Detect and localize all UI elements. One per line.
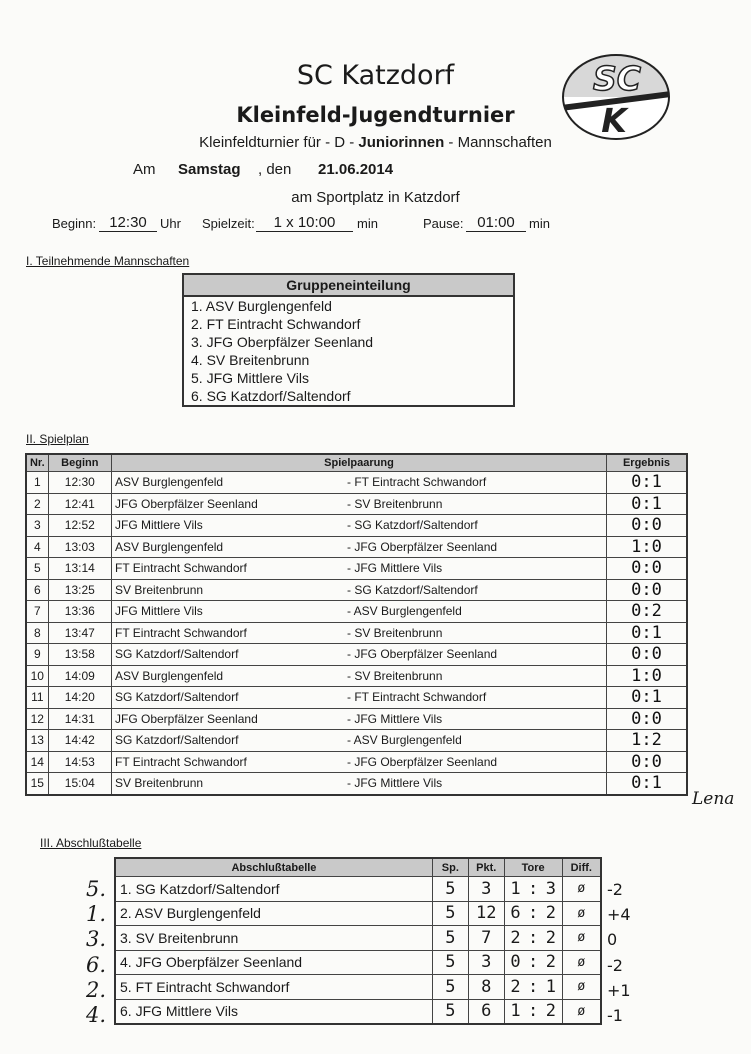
match-nr: 11	[26, 687, 48, 709]
match-nr: 1	[26, 472, 48, 494]
col-beginn: Beginn	[48, 454, 111, 472]
away-team: - SV Breitenbrunn	[347, 668, 443, 683]
svg-text:SC: SC	[593, 59, 641, 98]
table-row	[26, 558, 687, 580]
match-time: 13:25	[48, 579, 111, 601]
match-pairing	[112, 687, 607, 709]
goals-against: 1	[540, 975, 562, 1000]
goals-colon: :	[526, 926, 540, 951]
match-time: 12:41	[48, 493, 111, 515]
standing-diff-cell: ø	[562, 999, 601, 1024]
group-header: Gruppeneinteilung	[183, 274, 514, 296]
away-team: - FT Eintracht Schwandorf	[347, 690, 487, 705]
section-teams-title: I. Teilnehmende Mannschaften	[26, 254, 190, 268]
standing-pkt: 12	[468, 901, 504, 926]
table-row	[26, 601, 687, 623]
away-team: - JFG Oberpfälzer Seenland	[347, 539, 498, 554]
goals-against: 2	[540, 926, 562, 951]
match-nr: 10	[26, 665, 48, 687]
match-result: 0:1	[606, 493, 687, 515]
goals-colon: :	[526, 975, 540, 1000]
goal-difference: +4	[607, 905, 631, 925]
match-result: 1:0	[606, 536, 687, 558]
standing-team: 6. JFG Mittlere Vils	[115, 999, 432, 1024]
table-row	[115, 901, 601, 926]
goals-for: 0	[504, 950, 526, 975]
goals-against: 2	[540, 999, 562, 1024]
table-row	[26, 665, 687, 687]
match-nr: 5	[26, 558, 48, 580]
club-title: SC Katzdorf	[296, 60, 455, 91]
match-result: 0:0	[606, 708, 687, 730]
goals-for: 6	[504, 901, 526, 926]
standing-sp: 5	[432, 999, 468, 1024]
match-result: 1:0	[606, 665, 687, 687]
col-ergebnis: Ergebnis	[606, 454, 687, 472]
col-sp: Sp.	[432, 858, 468, 877]
table-row	[26, 579, 687, 601]
home-team: SV Breitenbrunn	[115, 776, 204, 791]
match-result: 0:0	[606, 644, 687, 666]
match-pairing	[112, 579, 607, 601]
goal-difference: +1	[607, 980, 631, 1000]
match-result: 0:0	[606, 515, 687, 537]
table-row	[115, 999, 601, 1024]
away-team: - JFG Oberpfälzer Seenland	[347, 754, 498, 769]
goals-colon: :	[526, 901, 540, 926]
standing-sp: 5	[432, 950, 468, 975]
match-time: 14:53	[48, 751, 111, 773]
standing-diff-cell: ø	[562, 877, 601, 902]
match-pairing	[112, 730, 607, 752]
match-pairing	[112, 665, 607, 687]
match-time: 13:47	[48, 622, 111, 644]
match-pairing	[112, 644, 607, 666]
match-time: 13:58	[48, 644, 111, 666]
home-team: JFG Mittlere Vils	[115, 604, 203, 619]
match-time: 15:04	[48, 773, 111, 795]
goals-for: 1	[504, 877, 526, 902]
home-team: FT Eintracht Schwandorf	[115, 561, 247, 576]
away-team: - ASV Burglengenfeld	[347, 733, 462, 748]
table-row	[26, 708, 687, 730]
table-row	[115, 877, 601, 902]
standing-diff-cell: ø	[562, 926, 601, 951]
match-pairing	[112, 558, 607, 580]
standing-sp: 5	[432, 975, 468, 1000]
table-row	[115, 975, 601, 1000]
home-team: SV Breitenbrunn	[115, 582, 204, 597]
match-nr: 2	[26, 493, 48, 515]
group-table	[182, 273, 515, 407]
match-time: 14:09	[48, 665, 111, 687]
section-standings-title: III. Abschlußtabelle	[40, 836, 142, 850]
standing-pkt: 7	[468, 926, 504, 951]
standing-sp: 5	[432, 877, 468, 902]
away-team: - SG Katzdorf/Saltendorf	[347, 518, 478, 533]
table-row	[26, 687, 687, 709]
goals-colon: :	[526, 999, 540, 1024]
match-nr: 9	[26, 644, 48, 666]
standing-pkt: 6	[468, 999, 504, 1024]
standings-table	[114, 857, 602, 1025]
group-team: 2. FT Eintracht Schwandorf	[191, 316, 361, 332]
standing-sp: 5	[432, 926, 468, 951]
col-name: Abschlußtabelle	[115, 858, 432, 877]
table-row	[26, 536, 687, 558]
goals-colon: :	[526, 877, 540, 902]
group-team: 4. SV Breitenbrunn	[191, 352, 310, 368]
subtitle: Kleinfeldturnier für - D - Juniorinnen - Mannschaften	[199, 134, 552, 151]
home-team: SG Katzdorf/Saltendorf	[115, 733, 239, 748]
match-result: 0:0	[606, 558, 687, 580]
svg-text:K: K	[601, 101, 627, 140]
match-pairing	[112, 515, 607, 537]
match-pairing	[112, 622, 607, 644]
standing-team: 1. SG Katzdorf/Saltendorf	[115, 877, 432, 902]
match-result: 0:1	[606, 472, 687, 494]
table-row	[26, 493, 687, 515]
col-paarung: Spielpaarung	[112, 454, 607, 472]
match-result: 0:2	[606, 601, 687, 623]
away-team: - ASV Burglengenfeld	[347, 604, 462, 619]
match-nr: 3	[26, 515, 48, 537]
home-team: FT Eintracht Schwandorf	[115, 625, 247, 640]
match-nr: 7	[26, 601, 48, 623]
col-pkt: Pkt.	[468, 858, 504, 877]
col-nr: Nr.	[26, 454, 48, 472]
group-team: 3. JFG Oberpfälzer Seenland	[191, 334, 374, 350]
match-time: 12:52	[48, 515, 111, 537]
table-row	[26, 730, 687, 752]
match-nr: 14	[26, 751, 48, 773]
match-result: 0:1	[606, 622, 687, 644]
match-result: 1:2	[606, 730, 687, 752]
group-team: 5. JFG Mittlere Vils	[191, 370, 309, 386]
table-row	[115, 926, 601, 951]
table-row	[115, 950, 601, 975]
final-rank: 2.	[85, 977, 106, 1002]
col-tore: Tore	[504, 858, 562, 877]
section-schedule-title: II. Spielplan	[26, 432, 89, 446]
match-result: 0:0	[606, 579, 687, 601]
group-team: 1. ASV Burglengenfeld	[191, 298, 332, 314]
match-pairing	[112, 493, 607, 515]
home-team: SG Katzdorf/Saltendorf	[115, 690, 239, 705]
match-time: 14:20	[48, 687, 111, 709]
standing-diff-cell: ø	[562, 950, 601, 975]
goals-against: 2	[540, 901, 562, 926]
match-time: 13:36	[48, 601, 111, 623]
match-pairing	[112, 472, 607, 494]
away-team: - FT Eintracht Schwandorf	[347, 475, 487, 490]
group-team: 6. SG Katzdorf/Saltendorf	[191, 388, 351, 404]
match-nr: 6	[26, 579, 48, 601]
final-rank: 4.	[85, 1003, 106, 1027]
place-line: am Sportplatz in Katzdorf	[291, 189, 460, 206]
col-diff: Diff.	[562, 858, 601, 877]
match-result: 0:1	[606, 773, 687, 795]
match-pairing	[112, 773, 607, 795]
match-pairing	[112, 708, 607, 730]
goals-for: 2	[504, 926, 526, 951]
standing-pkt: 3	[468, 877, 504, 902]
standing-team: 3. SV Breitenbrunn	[115, 926, 432, 951]
standing-team: 2. ASV Burglengenfeld	[115, 901, 432, 926]
goals-colon: :	[526, 950, 540, 975]
goal-difference: 0	[607, 930, 618, 950]
home-team: FT Eintracht Schwandorf	[115, 754, 247, 769]
final-rank: 3.	[85, 927, 106, 952]
away-team: - SV Breitenbrunn	[347, 496, 443, 511]
final-rank: 5.	[85, 877, 106, 901]
goal-difference: -2	[607, 955, 623, 975]
table-row	[26, 472, 687, 494]
table-row	[26, 515, 687, 537]
away-team: - JFG Mittlere Vils	[347, 711, 443, 726]
table-row	[26, 751, 687, 773]
goals-for: 1	[504, 999, 526, 1024]
home-team: ASV Burglengenfeld	[115, 668, 224, 683]
match-pairing	[112, 601, 607, 623]
match-result: 0:0	[606, 751, 687, 773]
match-pairing	[112, 536, 607, 558]
match-time: 13:03	[48, 536, 111, 558]
table-row	[26, 622, 687, 644]
goal-difference: -1	[607, 1006, 623, 1025]
final-rank: 6.	[85, 952, 106, 977]
match-nr: 13	[26, 730, 48, 752]
standing-pkt: 3	[468, 950, 504, 975]
schedule-table	[25, 453, 688, 796]
table-row	[26, 773, 687, 795]
home-team: SG Katzdorf/Saltendorf	[115, 647, 239, 662]
event-title: Kleinfeld-Jugendturnier	[236, 103, 515, 127]
match-time: 12:30	[48, 472, 111, 494]
match-nr: 12	[26, 708, 48, 730]
home-team: JFG Oberpfälzer Seenland	[115, 496, 258, 511]
goals-for: 2	[504, 975, 526, 1000]
match-nr: 4	[26, 536, 48, 558]
standing-diff-cell: ø	[562, 975, 601, 1000]
standing-diff-cell: ø	[562, 901, 601, 926]
table-row	[26, 644, 687, 666]
home-team: ASV Burglengenfeld	[115, 475, 224, 490]
match-time: 14:42	[48, 730, 111, 752]
away-team: - JFG Oberpfälzer Seenland	[347, 647, 498, 662]
match-time: 14:31	[48, 708, 111, 730]
match-result: 0:1	[606, 687, 687, 709]
match-pairing	[112, 751, 607, 773]
home-team: JFG Oberpfälzer Seenland	[115, 711, 258, 726]
home-team: JFG Mittlere Vils	[115, 518, 203, 533]
goal-difference: -2	[607, 880, 623, 899]
final-rank: 1.	[85, 902, 106, 927]
match-nr: 8	[26, 622, 48, 644]
handwritten-note: Lena	[692, 789, 735, 809]
home-team: ASV Burglengenfeld	[115, 539, 224, 554]
away-team: - SV Breitenbrunn	[347, 625, 443, 640]
standing-team: 4. JFG Oberpfälzer Seenland	[115, 950, 432, 975]
standing-sp: 5	[432, 901, 468, 926]
goals-against: 3	[540, 877, 562, 902]
standing-pkt: 8	[468, 975, 504, 1000]
match-nr: 15	[26, 773, 48, 795]
club-logo	[561, 53, 671, 141]
away-team: - JFG Mittlere Vils	[347, 561, 443, 576]
away-team: - JFG Mittlere Vils	[347, 776, 443, 791]
away-team: - SG Katzdorf/Saltendorf	[347, 582, 478, 597]
match-time: 13:14	[48, 558, 111, 580]
standing-team: 5. FT Eintracht Schwandorf	[115, 975, 432, 1000]
goals-against: 2	[540, 950, 562, 975]
